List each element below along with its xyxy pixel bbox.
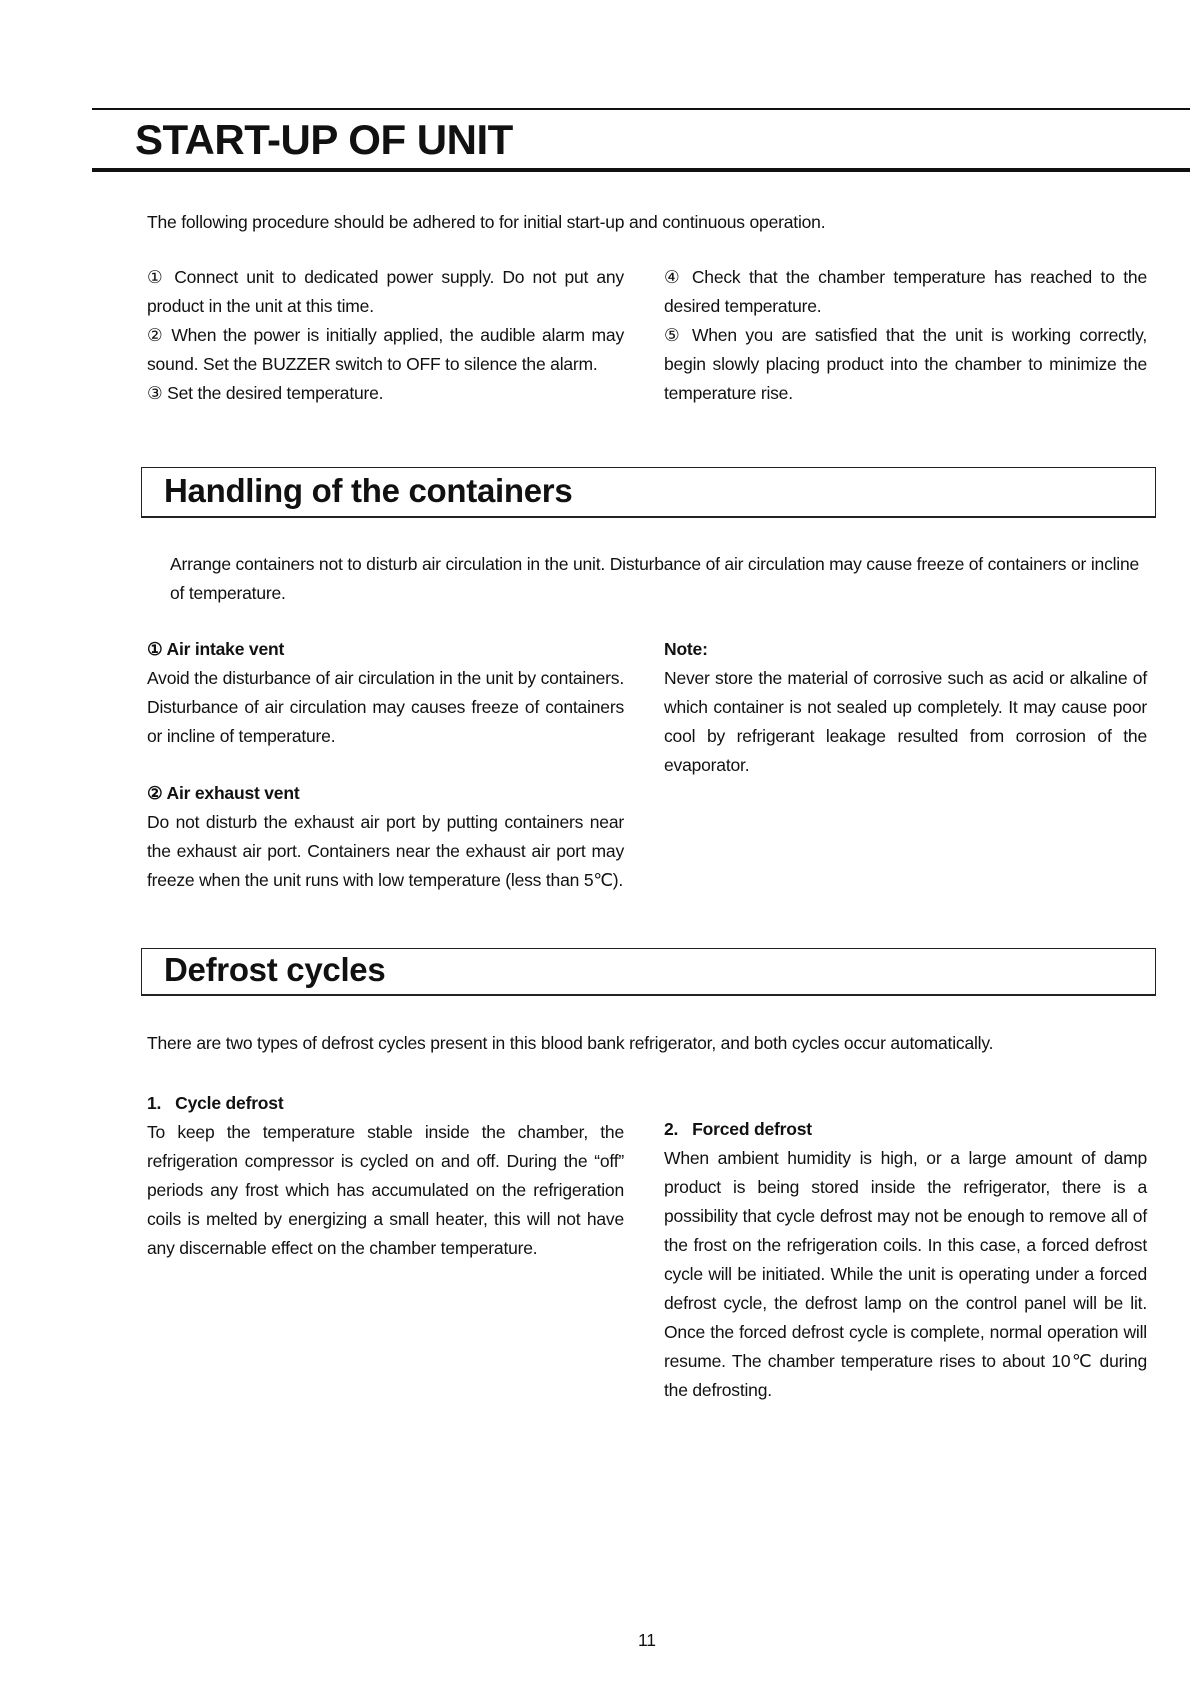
top-rule [92, 108, 1190, 110]
note-text: Never store the material of corrosive such as acid or alkaline of which container is not sealed up completely. It may cause poor cool by refrigerant leakage resulted from corrosion of the evaporator. [664, 668, 1147, 775]
defrost-heading: Defrost cycles [164, 951, 386, 988]
intro-text: The following procedure should be adhered to for initial start-up and continuous operation. [147, 212, 826, 232]
step-3: ③ Set the desired temperature. [147, 383, 384, 403]
page-title: START-UP OF UNIT [135, 116, 513, 163]
forced-defrost-text: When ambient humidity is high, or a large amount of damp product is being stored inside the refrigerator, there is a possibility that cycle defrost may not be enough to remove all of the frost on the refrigeration coils. In this case, a forced defrost cycle will be initiated. While the unit is operating under a forced defrost cycle, the defrost lamp on the control panel will be lit. Once the forced defrost cycle is complete, normal operation will resume. The chamber temperature rises to about 10℃ during the defrosting. [664, 1148, 1147, 1400]
air-intake-section [147, 635, 624, 751]
title-underline [92, 168, 1190, 172]
air-intake-text: Avoid the disturbance of air circulation in the unit by containers. Disturbance of air circulation may causes freeze of containers or incline of temperature. [147, 668, 624, 746]
step-4: ④ Check that the chamber temperature has reached to the desired temperature. [664, 267, 1147, 316]
startup-steps-left [147, 263, 624, 408]
cycle-defrost-heading: 1. Cycle defrost [147, 1093, 284, 1113]
step-5: ⑤ When you are satisfied that the unit is working correctly, begin slowly placing product into the chamber to minimize the temperature rise. [664, 325, 1147, 403]
forced-defrost-section [664, 1115, 1147, 1405]
step-1: ① Connect unit to dedicated power supply. Do not put any product in the unit at this time. [147, 267, 624, 316]
containers-intro: Arrange containers not to disturb air circulation in the unit. Disturbance of air circulation may cause freeze of containers or incline of temperature. [170, 554, 1140, 603]
note-heading: Note: [664, 639, 708, 659]
note-section [664, 635, 1147, 780]
forced-defrost-heading: 2. Forced defrost [664, 1119, 812, 1139]
air-intake-heading: ① Air intake vent [147, 639, 285, 659]
containers-heading: Handling of the containers [164, 472, 573, 509]
defrost-intro: There are two types of defrost cycles present in this blood bank refrigerator, and both cycles occur automatically. [147, 1033, 994, 1053]
cycle-defrost-text: To keep the temperature stable inside the chamber, the refrigeration compressor is cycled on and off. During the “off” periods any frost which has accumulated on the refrigeration coils is melted by energizing a small heater, this will not have any discernable effect on the chamber temperature. [147, 1122, 624, 1258]
air-exhaust-section [147, 779, 624, 895]
containers-heading-box [141, 467, 1156, 518]
cycle-defrost-section [147, 1089, 624, 1263]
air-exhaust-text: Do not disturb the exhaust air port by putting containers near the exhaust air port. Containers near the exhaust air port may freeze when the unit runs with low temperature (less than 5℃). [147, 812, 624, 890]
page-number: 11 [638, 1630, 656, 1650]
step-2: ② When the power is initially applied, the audible alarm may sound. Set the BUZZER switch to OFF to silence the alarm. [147, 325, 624, 374]
air-exhaust-heading: ② Air exhaust vent [147, 783, 300, 803]
defrost-heading-box [141, 948, 1156, 996]
startup-steps-right [664, 263, 1147, 408]
